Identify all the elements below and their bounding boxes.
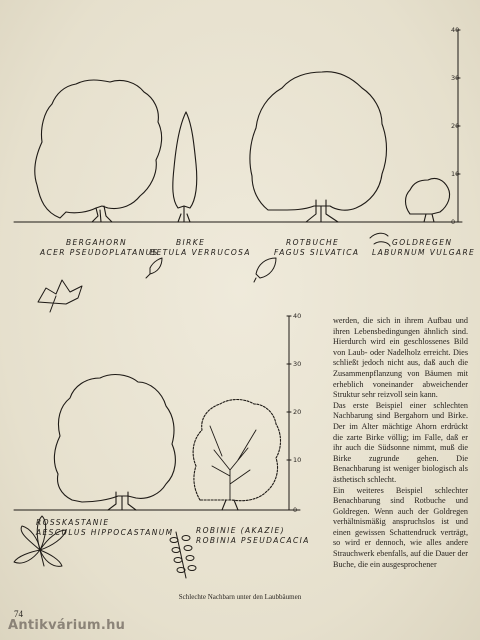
body-text-column	[333, 316, 468, 570]
bottom-scale-tick-10: 10	[293, 456, 302, 464]
bottom-scale-tick-0: 0	[293, 506, 298, 514]
birke-leaf	[146, 258, 162, 278]
rosskastanie-trunk	[108, 492, 136, 510]
goldregen-label-latin: LABURNUM VULGARE	[372, 248, 476, 257]
robinie-trunk	[222, 500, 238, 510]
goldregen-crown	[406, 178, 450, 214]
robinie-label-common: ROBINIE (AKAZIE)	[196, 526, 285, 535]
birke-label-common: BIRKE	[176, 238, 206, 247]
robinie-inner-branches	[210, 426, 256, 500]
top-scale-tick-0: 0	[451, 218, 456, 226]
body-paragraph-2: Das erste Beispiel einer schlechten Nachbarung sind Bergahorn und Birke. Der im Alter mächtige Ahorn erdrückt die zarte Birke völlig; im Falle, daß er ihr auch die Südsonne nimmt, muß die Birke zugrunde gehen. Die Benachbarung ist weniger biologisch als ästhetisch schlecht.	[333, 400, 468, 484]
birke-crown	[173, 112, 197, 208]
top-scale-tick-30: 30	[451, 74, 460, 82]
body-paragraph-3: Ein weiteres Beispiel schlechter Benachbarung sind Rotbuche und Goldregen. Wenn auch der Goldregen verhältnismäßig anspruchslos ist und einen gewissen Schattendruck verträgt, so wird er dennoch, wie alles andere Strauchwerk ebenfalls, auf die Dauer der Buche, die ein ausgesprochener	[333, 485, 468, 569]
robinie-leaf	[170, 532, 196, 578]
goldregen-leaf	[370, 233, 390, 246]
robinie-crown	[193, 400, 280, 501]
top-scale-tick-10: 10	[451, 170, 460, 178]
rosskastanie-crown	[54, 375, 175, 502]
rosskastanie-label-latin: AESCULUS HIPPOCASTANUM	[36, 528, 174, 537]
bergahorn-label-common: BERGAHORN	[66, 238, 128, 247]
rotbuche-trunk	[306, 200, 338, 222]
goldregen-trunk	[424, 214, 434, 222]
top-scale-tick-40: 40	[451, 26, 460, 34]
rotbuche-crown	[250, 72, 387, 210]
figure-caption: Schlechte Nachbarn unter den Laubbäumen	[178, 593, 302, 601]
rotbuche-leaf	[254, 258, 276, 282]
top-scale-tick-20: 20	[451, 122, 460, 130]
bottom-scale-tick-20: 20	[293, 408, 302, 416]
birke-trunk	[178, 206, 190, 222]
rotbuche-label-common: ROTBUCHE	[286, 238, 340, 247]
rosskastanie-label-common: ROSSKASTANIE	[36, 518, 110, 527]
robinie-label-latin: ROBINIA PSEUDACACIA	[196, 536, 310, 545]
birke-label-latin: BETULA VERRUCOSA	[150, 248, 251, 257]
body-paragraph-1: werden, die sich in ihrem Aufbau und ihren Lebensbedingungen ähnlich sind. Hierdurch wird ein geschlossenes Bild von Laub- oder Nadelholz erreicht. Dies schließt jedoch nicht aus, daß auch die Zusammenpflanzung von Bäumen mit erheblich voneinander abweichender Struktur sehr reizvoll sein kann.	[333, 316, 468, 400]
bottom-scale-tick-30: 30	[293, 360, 302, 368]
rotbuche-label-latin: FAGUS SILVATICA	[274, 248, 360, 257]
bergahorn-crown	[35, 80, 162, 218]
watermark: Antikvárium.hu	[8, 618, 126, 633]
bottom-tree-illustration	[0, 300, 330, 590]
bottom-scale-tick-40: 40	[293, 312, 302, 320]
page-number: 74	[14, 609, 23, 619]
bergahorn-label-latin: ACER PSEUDOPLATANUS	[40, 248, 159, 257]
goldregen-label-common: GOLDREGEN	[392, 238, 453, 247]
